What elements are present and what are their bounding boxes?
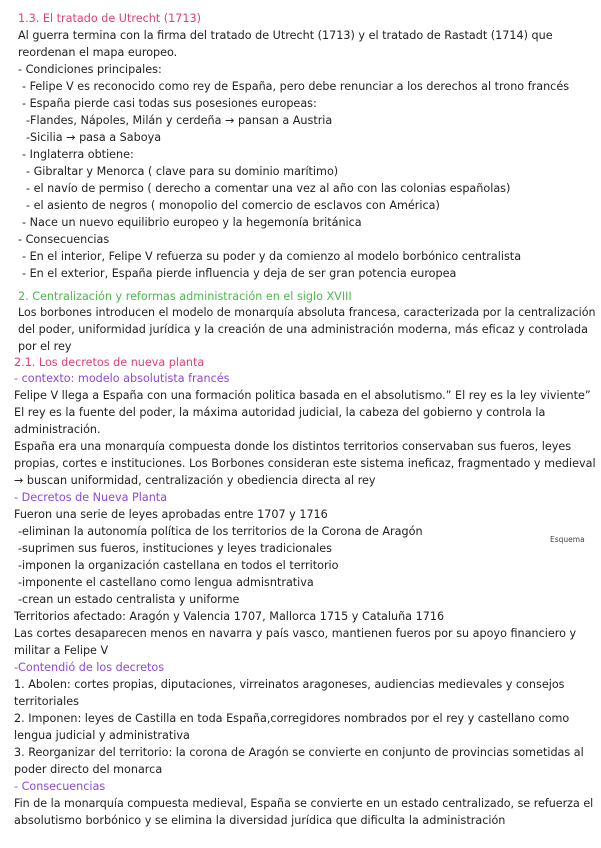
text-line: militar a Felipe V [14,644,109,657]
text-line: reordenan el mapa europeo. [18,46,178,59]
text-line: poder directo del monarca [14,763,163,776]
text-line: -suprimen sus fueros, instituciones y leyes tradicionales [18,542,332,555]
text-line: -Flandes, Nápoles, Milán y cerdeña → pansan a Austria [26,114,333,127]
text-line: El rey es la fuente del poder, la máxima autoridad judicial, la cabeza del gobierno y controla la [14,406,546,419]
section-heading-centralizacion: 2. Centralización y reformas administración en el siglo XVIII [18,290,352,303]
text-line: Los borbones introducen el modelo de monarquía absoluta francesa, caracterizada por la centralización [18,306,596,319]
text-line: Fueron una serie de leyes aprobadas entre 1707 y 1716 [14,508,328,521]
text-line: - Gibraltar y Menorca ( clave para su dominio marítimo) [26,165,339,178]
text-line: territoriales [14,695,79,708]
text-line: -imponen la organización castellana en todos el territorio [18,559,339,572]
text-line: - Condiciones principales: [18,63,162,76]
text-line: España era una monarquía compuesta donde los distintos territorios conservaban sus fueros, leyes [14,440,572,453]
text-line: 3. Reorganizar del territorio: la corona de Aragón se convierte en conjunto de provincias sometidas al [14,746,584,759]
text-line: - el asiento de negros ( monopolio del comercio de esclavos con América) [26,199,440,212]
subheading-contexto: - contexto: modelo absolutista francés [14,372,230,385]
text-line: administración. [14,423,101,436]
text-line: - España pierde casi todas sus posesiones europeas: [22,97,317,110]
text-line: 2. Imponen: leyes de Castilla en toda España,corregidores nombrados por el rey y castellano como [14,712,570,725]
text-line: - Consecuencias [18,233,110,246]
section-heading-decretos: 2.1. Los decretos de nueva planta [14,356,205,369]
subheading-consecuencias: - Consecuencias [14,780,106,793]
section-heading-utrecht: 1.3. El tratado de Utrecht (1713) [18,12,201,25]
text-line: - Nace un nuevo equilibrio europeo y la hegemonía británica [22,216,362,229]
text-line: Territorios afectado: Aragón y Valencia 1707, Mallorca 1715 y Cataluña 1716 [14,610,445,623]
text-line: -Sicilia → pasa a Saboya [26,131,162,144]
text-line: propias, cortes e instituciones. Los Borbones consideran este sistema ineficaz, fragmentado y medieval [14,457,596,470]
text-line: -crean un estado centralista y uniforme [18,593,240,606]
text-line: del poder, uniformidad jurídica y la creación de una administración moderna, más eficaz y controlada [18,323,588,336]
text-line: - Inglaterra obtiene: [22,148,134,161]
text-line: 1. Abolen: cortes propias, diputaciones, virreinatos aragoneses, audiencias medievales y consejos [14,678,565,691]
subheading-contenido: -Contendió de los decretos [14,661,165,674]
text-line: - En el interior, Felipe V refuerza su poder y da comienzo al modelo borbónico centralista [22,250,522,263]
text-line: - Felipe V es reconocido como rey de España, pero debe renunciar a los derechos al trono francés [22,80,570,93]
text-line: lengua judicial y administrativa [14,729,190,742]
text-line: -imponente el castellano como lengua admisntrativa [18,576,314,589]
text-line: → buscan uniformidad, centralización y obediencia directa al rey [14,474,376,487]
text-line: Las cortes desaparecen menos en navarra y país vasco, mantienen fueros por su apoyo financiero y [14,627,577,640]
text-line: Al guerra termina con la firma del tratado de Utrecht (1713) y el tratado de Rastadt (1714) que [18,29,553,42]
text-line: por el rey [18,340,72,353]
subheading-decretos-nueva-planta: - Decretos de Nueva Planta [14,491,168,504]
margin-note: Esquema [550,535,585,544]
text-line: - En el exterior, España pierde influencia y deja de ser gran potencia europea [22,267,457,280]
text-line: Felipe V llega a España con una formación politica basada en el absolutismo.” El rey es la ley viviente” [14,389,591,402]
text-line: -eliminan la autonomía política de los territorios de la Corona de Aragón [18,525,423,538]
text-line: Fin de la monarquía compuesta medieval, España se convierte en un estado centralizado, se refuerza el [14,797,594,810]
text-line: absolutismo borbónico y se elimina la diversidad jurídica que dificulta la administración [14,814,506,827]
text-line: - el navío de permiso ( derecho a comentar una vez al año con las colonias españolas) [26,182,511,195]
